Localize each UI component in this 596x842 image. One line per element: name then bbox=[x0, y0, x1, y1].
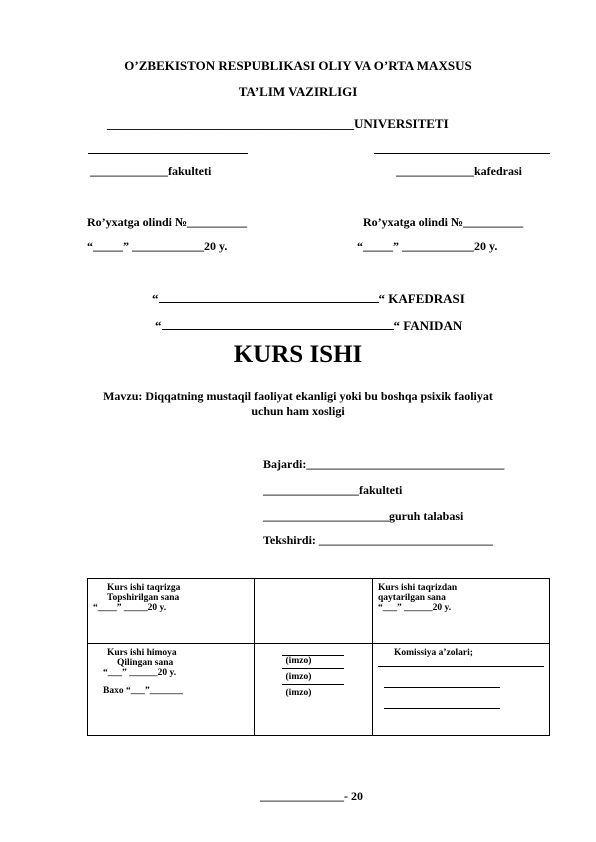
bajardi-line: Bajardi:_________________________________ bbox=[263, 457, 505, 471]
ministry-line-2: TA’LIM VAZIRLIGI bbox=[238, 84, 358, 99]
returned-title: Kurs ishi taqrizdan bbox=[378, 583, 458, 593]
signature-label-1: (imzo) bbox=[285, 656, 312, 666]
topic-line-1: Mavzu: Diqqatning mustaqil faoliyat ekanligi yoki bu boshqa psixik faoliyat bbox=[103, 389, 493, 403]
kafedra-open-quote: “ bbox=[152, 291, 159, 306]
fan-title bbox=[155, 318, 462, 334]
returned-subtitle: qaytarilgan sana bbox=[378, 593, 446, 603]
defense-title: Kurs ishi himoya bbox=[107, 648, 177, 658]
fan-blank bbox=[162, 328, 394, 330]
ministry-line-1: O’ZBEKISTON RESPUBLIKASI OLIY VA O’RTA MAXSUS bbox=[124, 58, 472, 73]
registration-left-number: Ro’yxatga olindi №__________ bbox=[87, 215, 248, 229]
registration-right-number: Ro’yxatga olindi №__________ bbox=[363, 215, 524, 229]
review-table bbox=[87, 578, 550, 736]
signatures-cell bbox=[254, 644, 372, 736]
faculty-line: _____________fakulteti bbox=[90, 164, 212, 178]
registration-right-date: “_____” ____________20 y. bbox=[357, 239, 498, 253]
returned-cell bbox=[373, 579, 550, 644]
commission-line-2 bbox=[384, 687, 500, 688]
main-title: KURS ISHI bbox=[233, 341, 363, 368]
defense-cell bbox=[88, 644, 255, 736]
signature-label-2: (imzo) bbox=[285, 672, 312, 682]
returned-date: “___” ______20 y. bbox=[378, 603, 452, 613]
kafedra-blank bbox=[159, 301, 379, 303]
signature-label-3: (imzo) bbox=[285, 688, 312, 698]
fan-label: “ FANIDAN bbox=[393, 318, 463, 333]
submitted-title: Kurs ishi taqrizga bbox=[107, 583, 181, 593]
grade-line: Baxo “___”_______ bbox=[103, 686, 183, 696]
submitted-date: “____” _____20 y. bbox=[93, 603, 167, 613]
defense-subtitle: Qilingan sana bbox=[117, 658, 174, 668]
commission-cell bbox=[373, 644, 550, 736]
topic-line-2: uchun ham xosligi bbox=[251, 404, 345, 418]
empty-cell bbox=[254, 579, 372, 644]
signature-line-1 bbox=[282, 648, 344, 656]
defense-date: “___” ______20 y. bbox=[103, 668, 177, 678]
commission-line-1 bbox=[378, 666, 544, 667]
commission-label: Komissiya a’zolari; bbox=[394, 648, 473, 658]
submitted-subtitle: Topshirilgan sana bbox=[107, 593, 180, 603]
submitted-cell bbox=[88, 579, 255, 644]
kafedra-label: “ KAFEDRASI bbox=[378, 291, 465, 306]
department-blank-line bbox=[374, 153, 550, 154]
tekshirdi-line: Tekshirdi: _____________________________ bbox=[263, 533, 493, 547]
faculty-blank-line bbox=[88, 153, 248, 154]
department-line: _____________kafedrasi bbox=[396, 164, 522, 178]
group-line: _____________________guruh talabasi bbox=[263, 509, 464, 523]
university-line: ______________________________________UNIVERSITETI bbox=[107, 116, 449, 131]
commission-line-3 bbox=[384, 708, 500, 709]
signature-line-2 bbox=[282, 666, 344, 669]
author-faculty-line: ________________fakulteti bbox=[263, 483, 403, 497]
fan-open-quote: “ bbox=[155, 318, 162, 333]
kafedra-title bbox=[152, 291, 465, 307]
signature-line-3 bbox=[282, 682, 344, 685]
footer-city-year: ______________- 20 bbox=[260, 789, 363, 803]
registration-left-date: “_____” ____________20 y. bbox=[87, 239, 228, 253]
